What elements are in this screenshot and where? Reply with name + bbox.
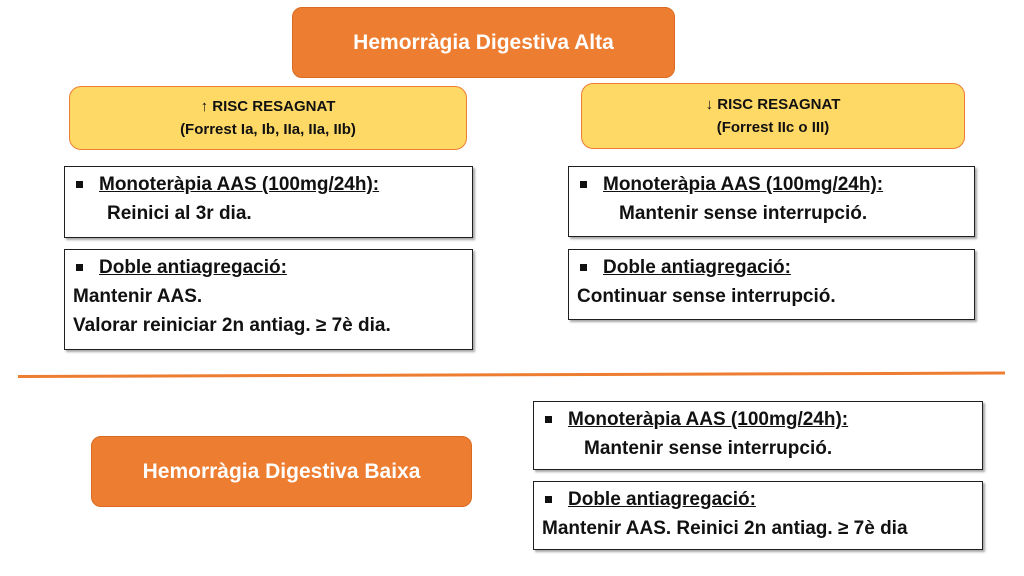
low-risk-dual-antiplatelet-text: Continuar sense interrupció.: [577, 286, 836, 307]
lower-monotherapy-label: Monoteràpia AAS (100mg/24h):: [568, 409, 849, 430]
square-bullet-icon: [545, 496, 552, 503]
lower-dual-antiplatelet-item: [542, 485, 974, 514]
square-bullet-icon: [580, 264, 587, 271]
low-risk-monotherapy-text: Mantenir sense interrupció.: [619, 203, 868, 224]
low-risk-forrest-classes: (Forrest IIc o III): [716, 119, 830, 136]
high-risk-dual-antiplatelet-text-2: Valorar reiniciar 2n antiag. ≥ 7è dia.: [73, 315, 391, 336]
lower-dual-antiplatelet-label: Doble antiagregació:: [568, 489, 756, 510]
section-divider: [18, 372, 1005, 378]
low-risk-label: ↓ RISC RESAGNAT: [705, 96, 841, 113]
lower-monotherapy-item: [542, 405, 974, 434]
square-bullet-icon: [545, 416, 552, 423]
high-rebleeding-risk-box: [69, 86, 467, 150]
lower-gi-bleeding-title-text: Hemorràgia Digestiva Baixa: [142, 459, 421, 483]
high-risk-monotherapy-text: Reinici al 3r dia.: [107, 203, 252, 224]
square-bullet-icon: [76, 264, 83, 271]
low-risk-dual-antiplatelet-item: [577, 253, 966, 282]
high-risk-dual-antiplatelet-text-1: Mantenir AAS.: [73, 286, 203, 307]
high-risk-dual-antiplatelet-item: [73, 253, 464, 282]
low-risk-monotherapy-box: [568, 166, 975, 237]
square-bullet-icon: [76, 181, 83, 188]
lower-monotherapy-text: Mantenir sense interrupció.: [584, 438, 833, 459]
lower-dual-antiplatelet-box: [533, 481, 983, 550]
high-risk-monotherapy-box: [64, 166, 473, 238]
low-risk-monotherapy-item: [577, 170, 966, 199]
lower-monotherapy-box: [533, 401, 983, 470]
low-risk-dual-antiplatelet-box: [568, 249, 975, 320]
low-risk-monotherapy-label: Monoteràpia AAS (100mg/24h):: [603, 174, 884, 195]
upper-gi-bleeding-title: [292, 7, 675, 78]
high-risk-monotherapy-label: Monoteràpia AAS (100mg/24h):: [99, 174, 380, 195]
high-risk-monotherapy-item: [73, 170, 464, 199]
low-rebleeding-risk-box: [581, 83, 965, 149]
low-risk-dual-antiplatelet-label: Doble antiagregació:: [603, 257, 791, 278]
high-risk-forrest-classes: (Forrest Ia, Ib, IIa, IIa, IIb): [180, 121, 356, 138]
upper-gi-bleeding-title-text: Hemorràgia Digestiva Alta: [353, 30, 614, 54]
high-risk-dual-antiplatelet-box: [64, 249, 473, 350]
high-risk-label: ↑ RISC RESAGNAT: [200, 98, 336, 115]
lower-gi-bleeding-title: [91, 436, 472, 507]
lower-dual-antiplatelet-text: Mantenir AAS. Reinici 2n antiag. ≥ 7è dia: [542, 518, 908, 539]
square-bullet-icon: [580, 181, 587, 188]
high-risk-dual-antiplatelet-label: Doble antiagregació:: [99, 257, 287, 278]
